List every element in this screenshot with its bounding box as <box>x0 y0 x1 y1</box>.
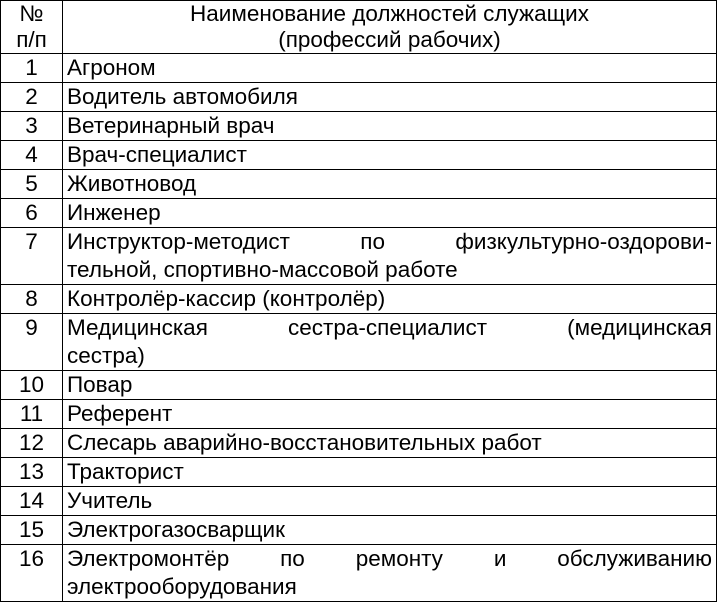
table-row <box>1 516 717 545</box>
position-name <box>63 83 717 112</box>
number-header-line1: № <box>19 1 44 26</box>
row-number: 16 <box>1 545 63 602</box>
table-row <box>1 228 717 285</box>
position-name <box>63 516 717 545</box>
position-name <box>63 371 717 400</box>
row-number: 7 <box>1 228 63 285</box>
table-row <box>1 199 717 228</box>
row-number: 11 <box>1 400 63 429</box>
position-name <box>63 545 717 602</box>
position-name <box>63 314 717 371</box>
row-number: 1 <box>1 54 63 83</box>
row-number: 13 <box>1 458 63 487</box>
position-name-line: тельной, спортивно-массовой работе <box>67 257 458 282</box>
table-row <box>1 83 717 112</box>
position-name <box>63 400 717 429</box>
table-row <box>1 54 717 83</box>
row-number: 2 <box>1 83 63 112</box>
number-header-line2: п/п <box>16 27 47 52</box>
row-number: 12 <box>1 429 63 458</box>
row-number: 9 <box>1 314 63 371</box>
row-number: 4 <box>1 141 63 170</box>
position-name-line: Учитель <box>67 488 153 513</box>
position-name-line: Электромонтёр по ремонту и обслуживанию <box>67 546 712 571</box>
position-name <box>63 285 717 314</box>
table-row <box>1 487 717 516</box>
position-name <box>63 458 717 487</box>
row-number: 14 <box>1 487 63 516</box>
position-name-line: Водитель автомобиля <box>67 84 298 109</box>
table-row <box>1 112 717 141</box>
position-name-line: сестра) <box>67 343 145 368</box>
number-column-header <box>1 1 63 54</box>
name-column-header <box>63 1 717 54</box>
row-number: 5 <box>1 170 63 199</box>
table-row <box>1 170 717 199</box>
table-row <box>1 285 717 314</box>
table-row <box>1 141 717 170</box>
position-name-line: Электрогазосварщик <box>67 517 285 542</box>
position-name-line: Слесарь аварийно-восстановительных работ <box>67 430 542 455</box>
table-body <box>1 54 717 602</box>
position-name <box>63 112 717 141</box>
position-name-line: Медицинская сестра-специалист (медицинская <box>67 315 712 340</box>
position-name <box>63 487 717 516</box>
row-number: 3 <box>1 112 63 141</box>
position-name-line: Инструктор-методист по физкультурно-оздорови- <box>67 229 712 254</box>
table-row <box>1 371 717 400</box>
position-name-line: Повар <box>67 372 133 397</box>
table-row <box>1 400 717 429</box>
position-name <box>63 429 717 458</box>
position-name-line: Животновод <box>67 171 197 196</box>
position-name-line: Тракторист <box>67 459 184 484</box>
position-name-line: Врач-специалист <box>67 142 247 167</box>
row-number: 6 <box>1 199 63 228</box>
table-row <box>1 458 717 487</box>
table-row <box>1 545 717 602</box>
table-row <box>1 429 717 458</box>
position-name-line: Инженер <box>67 200 161 225</box>
position-name <box>63 54 717 83</box>
position-name-line: Ветеринарный врач <box>67 113 275 138</box>
row-number: 15 <box>1 516 63 545</box>
position-name <box>63 199 717 228</box>
position-name <box>63 141 717 170</box>
name-header-line1: Наименование должностей служащих <box>190 1 589 26</box>
table-row <box>1 314 717 371</box>
position-name-line: Референт <box>67 401 173 426</box>
position-name-line: Контролёр-кассир (контролёр) <box>67 286 386 311</box>
table-header-row <box>1 1 717 54</box>
position-name <box>63 170 717 199</box>
position-name <box>63 228 717 285</box>
name-header-line2: (профессий рабочих) <box>278 27 501 52</box>
position-name-line: электрооборудования <box>67 574 297 599</box>
row-number: 10 <box>1 371 63 400</box>
row-number: 8 <box>1 285 63 314</box>
position-name-line: Агроном <box>67 55 156 80</box>
